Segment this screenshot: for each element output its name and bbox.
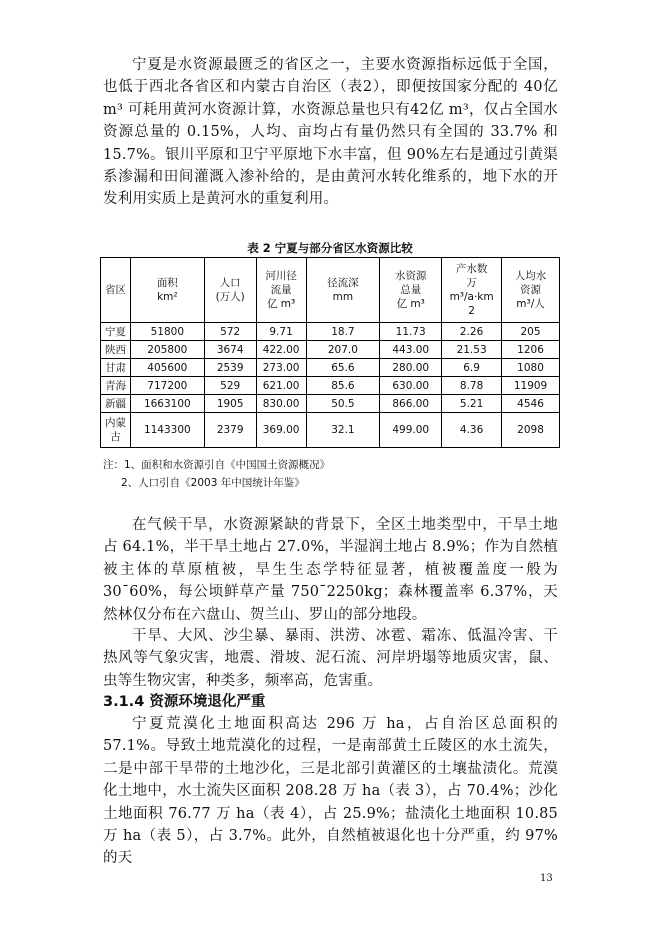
cell-per-capita: 205 [502,323,560,341]
cell-yield: 8.78 [442,377,502,395]
cell-population: 3674 [204,341,256,359]
cell-per-capita: 1206 [502,341,560,359]
table-row [101,359,560,377]
paragraph-desertification: 宁夏荒漠化土地面积高达 296 万 ha，占自治区总面积的 57.1%。导致土地荒漠化的过程，一是南部黄土丘陵区的水土流失，二是中部干旱带的土地沙化，三是北部引黄灌区的土壤盐渍化。荒漠化土地中，水土流失区面积 208.28 万 ha（表 3），占 70.4%；沙化土地面积 76.77 万 ha（表 4），占 25.9%；盐渍化土地面积 10.85 万 ha（表 5），占 3.7%。此外，自然植被退化也十分严重，约 97%的天 [103,716,558,867]
page-number: 13 [540,873,553,884]
paragraph-disasters: 干旱、大风、沙尘暴、暴雨、洪涝、冰雹、霜冻、低温冷害、干热风等气象灾害，地震、滑坡、泥石流、河岸坍塌等地质灾害，鼠、虫等生物灾害，种类多，频率高，危害重。 [103,628,558,689]
table-row [101,323,560,341]
paragraph-land-types: 在气候干旱，水资源紧缺的背景下，全区土地类型中，干旱土地占 64.1%，半干旱土地占 27.0%，半湿润土地占 8.9%；作为自然植被主体的草原植被，旱生生态学特征显著，植被覆盖度一般为 30¯60%，每公顷鲜草产量 750¯2250kg；森林覆盖率 6.37%，天然林仅分布在六盘山、贺兰山、罗山的部分地段。 [103,517,558,623]
cell-total: 443.00 [380,341,442,359]
cell-area: 205800 [130,341,204,359]
table-notes [103,456,330,492]
cell-total: 499.00 [380,413,442,448]
cell-per-capita: 1080 [502,359,560,377]
header-area: 面积 km² [130,258,204,323]
cell-depth: 32.1 [306,413,380,448]
cell-population: 2379 [204,413,256,448]
cell-area: 405600 [130,359,204,377]
cell-province: 内蒙 古 [101,413,131,448]
cell-depth: 207.0 [306,341,380,359]
cell-yield: 5.21 [442,395,502,413]
header-runoff-depth: 径流深 mm [306,258,380,323]
cell-province: 青海 [101,377,131,395]
header-province: 省区 [101,258,131,323]
note-source-area: 注：1、面积和水资源引自《中国国土资源概况》 [103,459,331,471]
table-caption: 表 2 宁夏与部分省区水资源比较 [247,241,413,255]
cell-population: 572 [204,323,256,341]
cell-runoff: 422.00 [256,341,306,359]
cell-depth: 50.5 [306,395,380,413]
paragraph-water-resources: 宁夏是水资源最匮乏的省区之一，主要水资源指标远低于全国，也低于西北各省区和内蒙古自治区（表2），即便按国家分配的 40亿 m³ 可耗用黄河水资源计算，水资源总量也只有42亿 m³，仅占全国水资源总量的 0.15%，人均、亩均占有量仍然只有全国的 33.7% 和 15.7%。银川平原和卫宁平原地下水丰富，但 90%左右是通过引黄渠系渗漏和田间灌溉入渗补给的，是由黄河水转化维系的，地下水的开发利用实质上是黄河水的重复利用。 [103,57,558,208]
cell-population: 1905 [204,395,256,413]
cell-province: 宁夏 [101,323,131,341]
cell-runoff: 369.00 [256,413,306,448]
cell-area: 1663100 [130,395,204,413]
cell-province: 陕西 [101,341,131,359]
cell-yield: 6.9 [442,359,502,377]
cell-runoff: 9.71 [256,323,306,341]
header-yield: 产水数 万 m³/a·km 2 [442,258,502,323]
cell-population: 529 [204,377,256,395]
table-row [101,377,560,395]
header-per-capita: 人均水 资源 m³/人 [502,258,560,323]
table-row [101,413,560,448]
water-resources-table [100,257,560,448]
section-heading: 3.1.4 资源环境退化严重 [103,694,266,710]
cell-runoff: 273.00 [256,359,306,377]
cell-depth: 85.6 [306,377,380,395]
cell-runoff: 621.00 [256,377,306,395]
header-population: 人口 (万人) [204,258,256,323]
cell-population: 2539 [204,359,256,377]
cell-province: 新疆 [101,395,131,413]
cell-province: 甘肃 [101,359,131,377]
table-row [101,395,560,413]
cell-area: 1143300 [130,413,204,448]
note-source-population: 2、人口引自《2003 年中国统计年鉴》 [121,477,305,489]
header-runoff: 河川径 流量 亿 m³ [256,258,306,323]
table-header-row [101,258,560,323]
cell-total: 630.00 [380,377,442,395]
cell-yield: 21.53 [442,341,502,359]
cell-per-capita: 2098 [502,413,560,448]
cell-total: 280.00 [380,359,442,377]
cell-yield: 2.26 [442,323,502,341]
cell-yield: 4.36 [442,413,502,448]
cell-depth: 65.6 [306,359,380,377]
table-row [101,341,560,359]
cell-per-capita: 4546 [502,395,560,413]
cell-depth: 18.7 [306,323,380,341]
cell-total: 11.73 [380,323,442,341]
cell-area: 717200 [130,377,204,395]
cell-total: 866.00 [380,395,442,413]
cell-per-capita: 11909 [502,377,560,395]
header-total: 水资源 总量 亿 m³ [380,258,442,323]
cell-area: 51800 [130,323,204,341]
cell-runoff: 830.00 [256,395,306,413]
